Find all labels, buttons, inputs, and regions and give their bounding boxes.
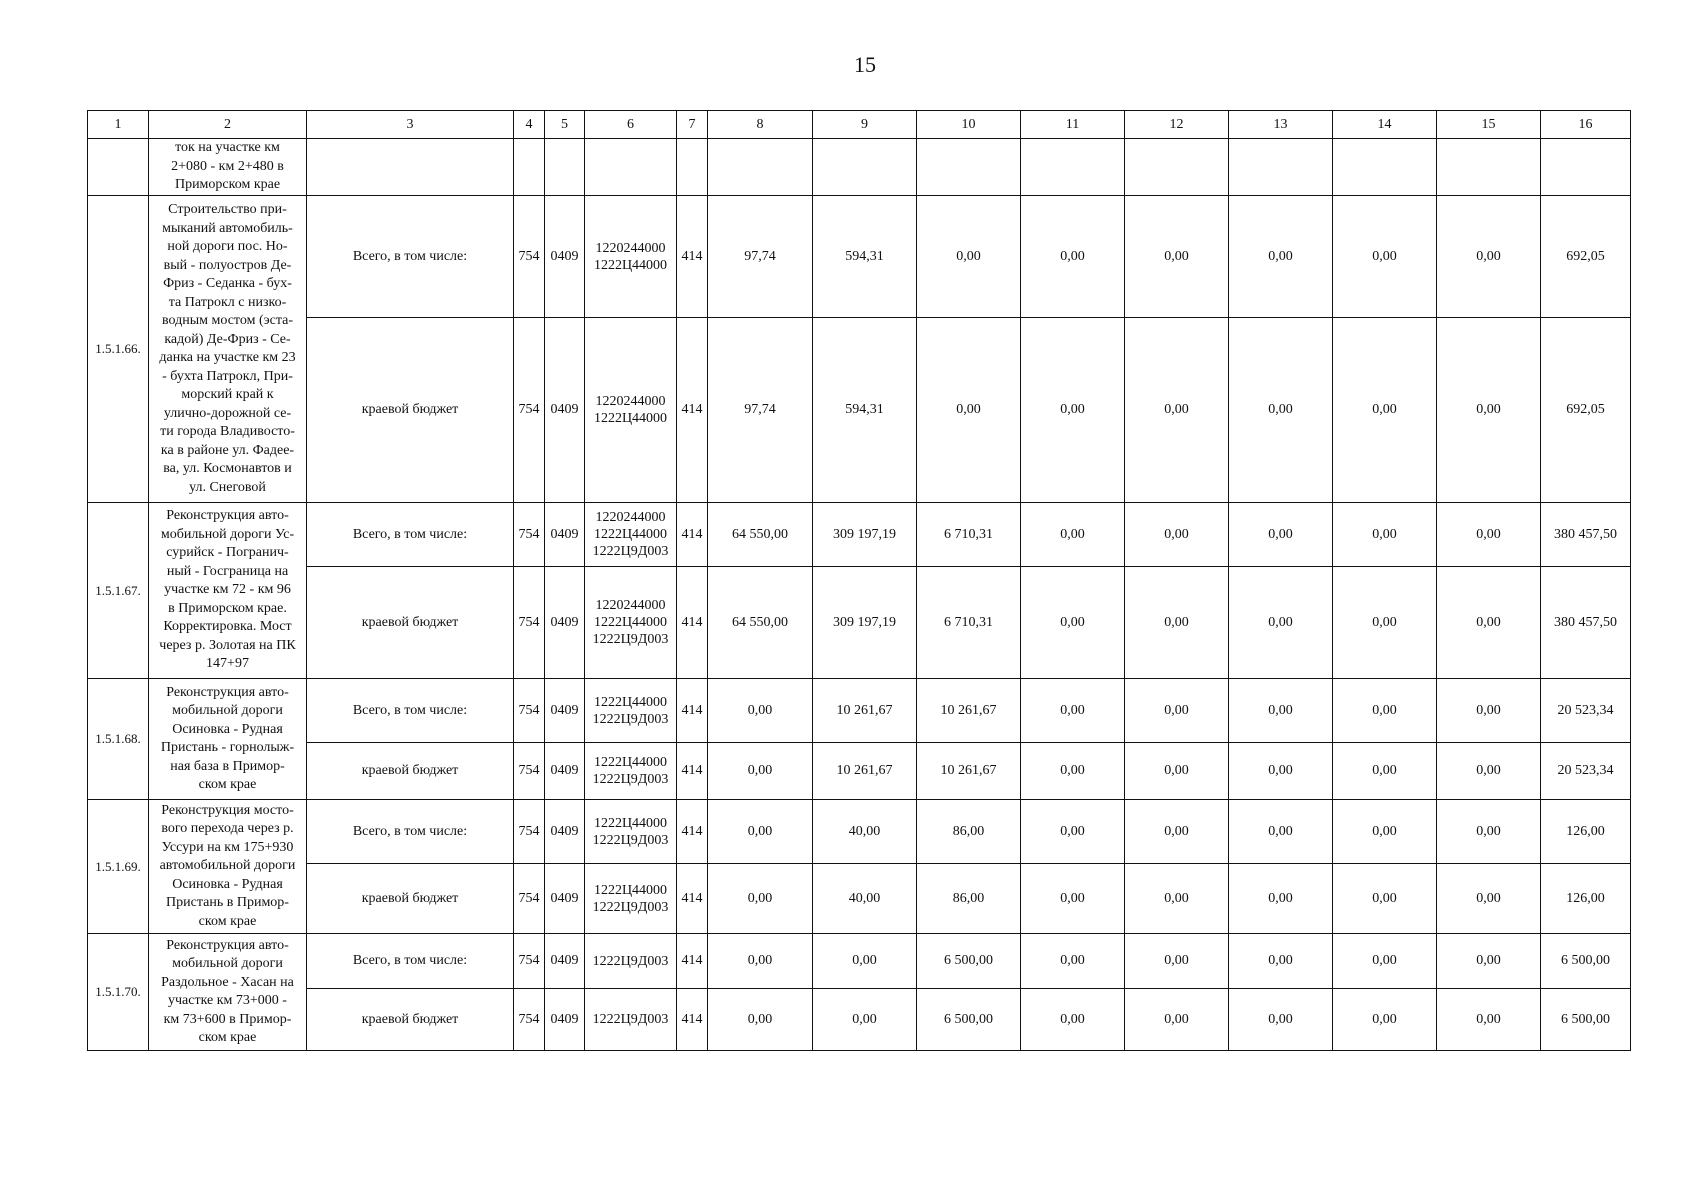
target-item-code xyxy=(585,864,677,934)
expense-type-code: 414 xyxy=(677,567,708,679)
expense-type-code: 414 xyxy=(677,743,708,800)
total-value: 380 457,50 xyxy=(1541,567,1631,679)
target-code-line: 1222Ц44000 xyxy=(593,411,668,426)
year-value-col-10: 10 261,67 xyxy=(917,743,1021,800)
year-value-col-14: 0,00 xyxy=(1333,679,1437,743)
name-line: Осиновка - Рудная xyxy=(172,721,283,737)
row-number: 1.5.1.66. xyxy=(88,196,149,503)
year-value-col-12: 0,00 xyxy=(1125,318,1229,503)
target-item-code xyxy=(585,679,677,743)
row-number: 1.5.1.70. xyxy=(88,934,149,1051)
target-code-line: 1222Ц44000 xyxy=(593,694,668,710)
year-value-col-15: 0,00 xyxy=(1437,679,1541,743)
year-value-col-10: 86,00 xyxy=(917,800,1021,864)
name-line: 147+97 xyxy=(206,656,249,672)
section-code: 0409 xyxy=(545,989,585,1051)
year-value-col-9: 309 197,19 xyxy=(813,567,917,679)
year-value-col-10: 0,00 xyxy=(917,196,1021,318)
name-line: в Приморском крае. xyxy=(168,600,287,616)
expense-type-code: 414 xyxy=(677,800,708,864)
total-value: 692,05 xyxy=(1541,196,1631,318)
regional-budget-row xyxy=(88,567,1631,679)
year-value-col-8: 64 550,00 xyxy=(708,567,813,679)
target-code-line: 1222Ц9Д003 xyxy=(592,632,669,647)
year-value-col-14: 0,00 xyxy=(1333,503,1437,567)
year-value-col-8: 0,00 xyxy=(708,934,813,989)
year-value-col-12: 0,00 xyxy=(1125,196,1229,318)
target-item-code xyxy=(585,989,677,1051)
total-row xyxy=(88,934,1631,989)
column-header-16: 16 xyxy=(1541,111,1631,139)
target-code-line: 1220244000 xyxy=(595,394,666,409)
ministry-code: 754 xyxy=(514,503,545,567)
name-line: через р. Золотая на ПК xyxy=(159,637,296,653)
year-value-col-8: 0,00 xyxy=(708,800,813,864)
year-value-col-13: 0,00 xyxy=(1229,743,1333,800)
year-value-col-10: 6 710,31 xyxy=(917,567,1021,679)
year-value-col-10: 6 710,31 xyxy=(917,503,1021,567)
year-value-col-13: 0,00 xyxy=(1229,503,1333,567)
name-line: мыканий автомобиль- xyxy=(162,220,293,236)
year-value-col-12: 0,00 xyxy=(1125,679,1229,743)
name-line: ная база в Примор- xyxy=(170,758,285,774)
year-value-col-13: 0,00 xyxy=(1229,679,1333,743)
name-line: ти города Владивосто- xyxy=(160,424,295,439)
year-value-col-12: 0,00 xyxy=(1125,743,1229,800)
name-line: 2+080 - км 2+480 в xyxy=(171,158,284,174)
year-value-col-9: 40,00 xyxy=(813,800,917,864)
funding-source: краевой бюджет xyxy=(307,989,514,1051)
target-item-code xyxy=(585,503,677,567)
target-code-line: 1222Ц44000 xyxy=(593,815,668,831)
continuation-row xyxy=(88,139,1631,196)
funding-source: краевой бюджет xyxy=(307,864,514,934)
total-value: 6 500,00 xyxy=(1541,934,1631,989)
name-line: Приморском крае xyxy=(174,177,281,193)
year-value-col-9: 594,31 xyxy=(813,196,917,318)
total-row xyxy=(88,800,1631,864)
name-line: Реконструкция авто- xyxy=(166,684,289,700)
name-line: Пристань - горнолыж- xyxy=(160,740,295,755)
year-value-col-11: 0,00 xyxy=(1021,503,1125,567)
target-code-line: 1222Ц9Д003 xyxy=(592,899,669,915)
name-line: Строительство при- xyxy=(168,202,287,217)
regional-budget-row xyxy=(88,743,1631,800)
total-value: 126,00 xyxy=(1541,864,1631,934)
column-header-7: 7 xyxy=(677,111,708,139)
section-code: 0409 xyxy=(545,679,585,743)
name-line: ной дороги пос. Но- xyxy=(167,239,288,254)
year-value-col-12: 0,00 xyxy=(1125,567,1229,679)
target-item-code xyxy=(585,567,677,679)
column-header-8: 8 xyxy=(708,111,813,139)
year-value-col-8: 0,00 xyxy=(708,989,813,1051)
year-value-col-14: 0,00 xyxy=(1333,567,1437,679)
target-code-line: 1222Ц9Д003 xyxy=(592,1012,669,1027)
year-value-col-11: 0,00 xyxy=(1021,743,1125,800)
expense-type-code: 414 xyxy=(677,318,708,503)
row-number: 1.5.1.69. xyxy=(88,800,149,934)
year-value-col-9: 40,00 xyxy=(813,864,917,934)
year-value-col-15: 0,00 xyxy=(1437,196,1541,318)
column-header-1: 1 xyxy=(88,111,149,139)
column-header-6: 6 xyxy=(585,111,677,139)
ministry-code: 754 xyxy=(514,934,545,989)
target-code-line: 1222Ц9Д003 xyxy=(592,711,669,727)
name-line: сурийск - Погранич- xyxy=(166,545,289,561)
name-line: ском крае xyxy=(198,1030,257,1045)
name-line: ском крае xyxy=(198,913,257,929)
year-value-col-11: 0,00 xyxy=(1021,800,1125,864)
column-header-11: 11 xyxy=(1021,111,1125,139)
column-header-9: 9 xyxy=(813,111,917,139)
column-header-13: 13 xyxy=(1229,111,1333,139)
total-value: 20 523,34 xyxy=(1541,743,1631,800)
year-value-col-8: 97,74 xyxy=(708,196,813,318)
year-value-col-15: 0,00 xyxy=(1437,503,1541,567)
page-number: 15 xyxy=(854,52,876,77)
name-line: участке км 73+000 - xyxy=(168,993,287,1008)
total-value: 380 457,50 xyxy=(1541,503,1631,567)
year-value-col-14: 0,00 xyxy=(1333,989,1437,1051)
ministry-code: 754 xyxy=(514,567,545,679)
year-value-col-8: 97,74 xyxy=(708,318,813,503)
target-code-line: 1220244000 xyxy=(595,510,666,525)
name-line: Реконструкция авто- xyxy=(166,937,289,953)
name-line: Осиновка - Рудная xyxy=(172,876,283,892)
year-value-col-12: 0,00 xyxy=(1125,989,1229,1051)
section-code: 0409 xyxy=(545,934,585,989)
target-code-line: 1222Ц44000 xyxy=(593,615,668,630)
measure-name xyxy=(149,196,307,503)
name-line: ва, ул. Космонавтов и xyxy=(163,461,292,476)
year-value-col-15: 0,00 xyxy=(1437,934,1541,989)
total-value: 126,00 xyxy=(1541,800,1631,864)
year-value-col-8: 0,00 xyxy=(708,864,813,934)
ministry-code: 754 xyxy=(514,800,545,864)
measure-name xyxy=(149,679,307,800)
target-code-line: 1222Ц9Д003 xyxy=(592,772,669,787)
year-value-col-9: 10 261,67 xyxy=(813,679,917,743)
name-line: автомобильной дороги xyxy=(159,858,296,874)
section-code: 0409 xyxy=(545,800,585,864)
name-line: мобильной дороги Ус- xyxy=(160,526,295,542)
name-line: данка на участке км 23 xyxy=(159,350,296,365)
name-line: водным мостом (эста- xyxy=(162,313,293,328)
section-code: 0409 xyxy=(545,318,585,503)
year-value-col-11: 0,00 xyxy=(1021,989,1125,1051)
section-code: 0409 xyxy=(545,196,585,318)
ministry-code: 754 xyxy=(514,864,545,934)
row-number: 1.5.1.67. xyxy=(88,503,149,679)
target-code-line: 1222Ц9Д003 xyxy=(592,544,669,559)
measure-name xyxy=(149,800,307,934)
name-line: ток на участке км xyxy=(175,140,280,156)
name-line: мобильной дороги xyxy=(172,956,283,971)
name-line: Пристань в Примор- xyxy=(166,895,289,911)
name-line: ул. Снеговой xyxy=(189,479,266,495)
target-code-line: 1222Ц9Д003 xyxy=(592,832,669,848)
column-header-14: 14 xyxy=(1333,111,1437,139)
year-value-col-9: 309 197,19 xyxy=(813,503,917,567)
section-code: 0409 xyxy=(545,567,585,679)
name-line: участке км 72 - км 96 xyxy=(164,582,291,598)
name-line: Реконструкция авто- xyxy=(166,508,289,524)
year-value-col-12: 0,00 xyxy=(1125,503,1229,567)
funding-source: краевой бюджет xyxy=(307,743,514,800)
measure-name xyxy=(149,139,307,196)
year-value-col-10: 10 261,67 xyxy=(917,679,1021,743)
ministry-code: 754 xyxy=(514,318,545,503)
year-value-col-14: 0,00 xyxy=(1333,743,1437,800)
year-value-col-13: 0,00 xyxy=(1229,864,1333,934)
column-header-15: 15 xyxy=(1437,111,1541,139)
name-line: - бухта Патрокл, При- xyxy=(162,368,293,384)
name-line: вого перехода через р. xyxy=(161,821,294,837)
name-line: вый - полуостров Де- xyxy=(163,257,292,273)
year-value-col-13: 0,00 xyxy=(1229,800,1333,864)
name-line: Корректировка. Мост xyxy=(163,619,292,635)
year-value-col-10: 0,00 xyxy=(917,318,1021,503)
column-header-10: 10 xyxy=(917,111,1021,139)
funding-source: Всего, в том числе: xyxy=(307,934,514,989)
year-value-col-10: 86,00 xyxy=(917,864,1021,934)
year-value-col-8: 64 550,00 xyxy=(708,503,813,567)
regional-budget-row xyxy=(88,318,1631,503)
target-item-code xyxy=(585,318,677,503)
year-value-col-9: 594,31 xyxy=(813,318,917,503)
section-code: 0409 xyxy=(545,864,585,934)
name-line: Реконструкция мосто- xyxy=(161,802,294,818)
year-value-col-15: 0,00 xyxy=(1437,864,1541,934)
target-code-line: 1220244000 xyxy=(595,598,666,613)
ministry-code: 754 xyxy=(514,989,545,1051)
ministry-code: 754 xyxy=(514,743,545,800)
year-value-col-8: 0,00 xyxy=(708,743,813,800)
year-value-col-12: 0,00 xyxy=(1125,864,1229,934)
expense-type-code: 414 xyxy=(677,679,708,743)
column-header-4: 4 xyxy=(514,111,545,139)
section-code: 0409 xyxy=(545,743,585,800)
year-value-col-11: 0,00 xyxy=(1021,567,1125,679)
year-value-col-13: 0,00 xyxy=(1229,934,1333,989)
column-header-3: 3 xyxy=(307,111,514,139)
column-header-2: 2 xyxy=(149,111,307,139)
target-code-line: 1220244000 xyxy=(595,240,666,256)
year-value-col-11: 0,00 xyxy=(1021,864,1125,934)
total-row xyxy=(88,503,1631,567)
year-value-col-9: 10 261,67 xyxy=(813,743,917,800)
funding-source: Всего, в том числе: xyxy=(307,196,514,318)
year-value-col-12: 0,00 xyxy=(1125,800,1229,864)
year-value-col-14: 0,00 xyxy=(1333,318,1437,503)
name-line: ка в районе ул. Фадее- xyxy=(160,442,295,458)
total-row xyxy=(88,679,1631,743)
target-item-code xyxy=(585,800,677,864)
year-value-col-15: 0,00 xyxy=(1437,567,1541,679)
row-number: 1.5.1.68. xyxy=(88,679,149,800)
column-header-12: 12 xyxy=(1125,111,1229,139)
section-code: 0409 xyxy=(545,503,585,567)
ministry-code: 754 xyxy=(514,679,545,743)
total-value: 6 500,00 xyxy=(1541,989,1631,1051)
funding-source: краевой бюджет xyxy=(307,318,514,503)
year-value-col-11: 0,00 xyxy=(1021,679,1125,743)
row-number xyxy=(88,139,149,196)
year-value-col-14: 0,00 xyxy=(1333,934,1437,989)
name-line: морский край к xyxy=(181,387,274,402)
name-line: км 73+600 в Примор- xyxy=(163,1011,292,1027)
total-row xyxy=(88,196,1631,318)
year-value-col-13: 0,00 xyxy=(1229,196,1333,318)
target-item-code xyxy=(585,934,677,989)
year-value-col-11: 0,00 xyxy=(1021,934,1125,989)
target-code-line: 1222Ц44000 xyxy=(593,257,668,273)
funding-source: Всего, в том числе: xyxy=(307,679,514,743)
year-value-col-15: 0,00 xyxy=(1437,743,1541,800)
total-value: 692,05 xyxy=(1541,318,1631,503)
year-value-col-11: 0,00 xyxy=(1021,196,1125,318)
year-value-col-9: 0,00 xyxy=(813,934,917,989)
year-value-col-11: 0,00 xyxy=(1021,318,1125,503)
year-value-col-13: 0,00 xyxy=(1229,567,1333,679)
year-value-col-15: 0,00 xyxy=(1437,989,1541,1051)
measure-name xyxy=(149,503,307,679)
name-line: Уссури на км 175+930 xyxy=(161,839,294,855)
expense-type-code: 414 xyxy=(677,864,708,934)
year-value-col-14: 0,00 xyxy=(1333,800,1437,864)
expense-type-code: 414 xyxy=(677,196,708,318)
name-line: Фриз - Седанка - бух- xyxy=(163,276,292,291)
year-value-col-14: 0,00 xyxy=(1333,864,1437,934)
column-number-header xyxy=(88,111,1631,139)
funding-source: Всего, в том числе: xyxy=(307,503,514,567)
year-value-col-10: 6 500,00 xyxy=(917,989,1021,1051)
year-value-col-13: 0,00 xyxy=(1229,989,1333,1051)
measure-name xyxy=(149,934,307,1051)
regional-budget-row xyxy=(88,864,1631,934)
total-value: 20 523,34 xyxy=(1541,679,1631,743)
year-value-col-13: 0,00 xyxy=(1229,318,1333,503)
funding-source: краевой бюджет xyxy=(307,567,514,679)
expense-type-code: 414 xyxy=(677,503,708,567)
year-value-col-8: 0,00 xyxy=(708,679,813,743)
year-value-col-14: 0,00 xyxy=(1333,196,1437,318)
name-line: мобильной дороги xyxy=(172,703,283,718)
target-code-line: 1222Ц9Д003 xyxy=(592,953,669,969)
target-code-line: 1222Ц44000 xyxy=(593,882,668,898)
year-value-col-15: 0,00 xyxy=(1437,318,1541,503)
target-code-line: 1222Ц44000 xyxy=(593,755,668,770)
year-value-col-10: 6 500,00 xyxy=(917,934,1021,989)
target-code-line: 1222Ц44000 xyxy=(593,527,668,542)
target-item-code xyxy=(585,743,677,800)
regional-budget-row xyxy=(88,989,1631,1051)
name-line: кадой) Де-Фриз - Се- xyxy=(164,331,291,347)
year-value-col-12: 0,00 xyxy=(1125,934,1229,989)
year-value-col-15: 0,00 xyxy=(1437,800,1541,864)
name-line: ный - Госграница на xyxy=(166,563,289,579)
name-line: Раздольное - Хасан на xyxy=(161,974,294,990)
name-line: улично-дорожной се- xyxy=(163,405,292,421)
funding-source: Всего, в том числе: xyxy=(307,800,514,864)
ministry-code: 754 xyxy=(514,196,545,318)
target-item-code xyxy=(585,196,677,318)
expense-type-code: 414 xyxy=(677,934,708,989)
name-line: ском крае xyxy=(198,777,257,792)
column-header-5: 5 xyxy=(545,111,585,139)
expense-type-code: 414 xyxy=(677,989,708,1051)
name-line: та Патрокл с низко- xyxy=(168,294,287,310)
budget-table xyxy=(87,110,1631,1051)
year-value-col-9: 0,00 xyxy=(813,989,917,1051)
